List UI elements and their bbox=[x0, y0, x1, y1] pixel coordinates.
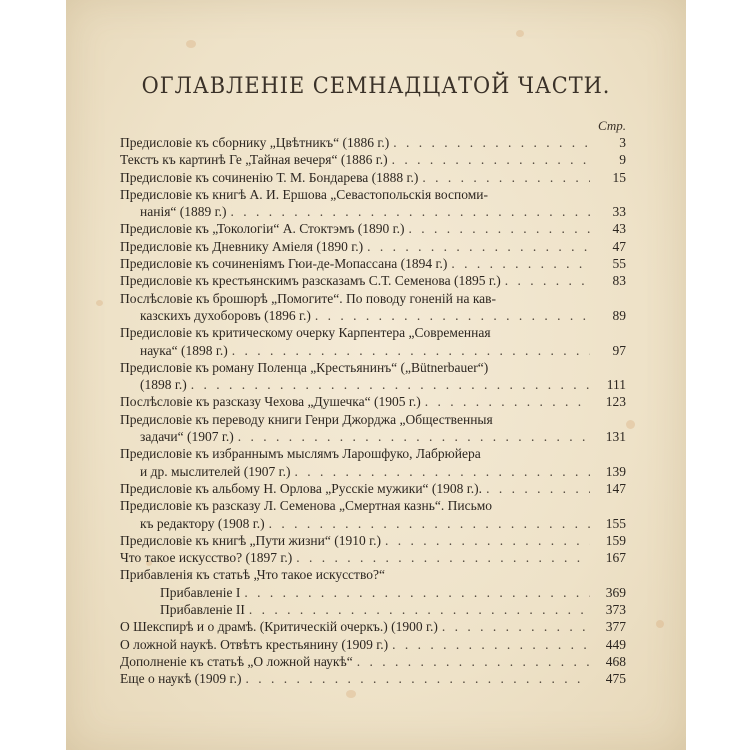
toc-entry-line bbox=[120, 307, 590, 324]
toc-entry-text: Текстъ къ картинѣ Ге „Тайная вечеря“ (1886 г.) bbox=[120, 152, 388, 168]
toc-entry-line bbox=[120, 238, 590, 255]
dot-leader bbox=[385, 532, 590, 549]
toc-entry-line bbox=[120, 255, 590, 272]
toc-page-number: 111 bbox=[606, 377, 626, 393]
toc-entry-text: нанія“ (1889 г.) bbox=[140, 204, 227, 220]
toc-entry-text: Прибавленіе II bbox=[160, 602, 245, 618]
toc-entry-text: и др. мыслителей (1907 г.) bbox=[140, 463, 291, 479]
toc-entry-text: Еще о наукѣ (1909 г.) bbox=[120, 671, 242, 687]
toc-entry bbox=[120, 566, 626, 583]
toc-entry-text: Предисловіе къ разсказу Л. Семенова „Смертная казнь“. Письмо bbox=[120, 498, 493, 514]
dot-leader bbox=[191, 376, 590, 393]
toc-page-number: 97 bbox=[612, 342, 626, 358]
dot-leader bbox=[296, 549, 590, 566]
toc-entry-text: О Шекспирѣ и о драмѣ. (Критическій очеркъ.) (1900 г.) bbox=[120, 619, 438, 635]
toc-page-number: 475 bbox=[605, 671, 626, 687]
toc-entry-line bbox=[120, 549, 590, 566]
toc-entry-text: О ложной наукѣ. Отвѣтъ крестьянину (1909 г.) bbox=[120, 636, 389, 652]
toc-entry-text: Предисловіе къ книгѣ „Пути жизни“ (1910 г.) bbox=[120, 532, 381, 548]
toc-entry-text: Предисловіе къ сочиненію Т. М. Бондарева (1888 г.) bbox=[120, 169, 419, 185]
toc-entry bbox=[120, 618, 626, 635]
toc-entry bbox=[120, 601, 626, 618]
dot-leader bbox=[486, 480, 590, 497]
toc-page-number: 449 bbox=[605, 636, 626, 652]
dot-leader bbox=[393, 134, 590, 151]
toc-entry-text: казскихъ духоборовъ (1896 г.) bbox=[140, 307, 311, 323]
toc-entry-line bbox=[120, 670, 590, 687]
dot-leader bbox=[315, 307, 590, 324]
toc-entry bbox=[120, 134, 626, 151]
toc-page-number: 167 bbox=[605, 550, 626, 566]
toc-entry bbox=[120, 653, 626, 670]
toc-entry bbox=[120, 324, 626, 359]
toc-entry bbox=[120, 255, 626, 272]
toc-page-number: 9 bbox=[619, 152, 626, 168]
book-page bbox=[66, 0, 686, 750]
dot-leader bbox=[425, 393, 590, 410]
toc-page-number: 159 bbox=[605, 532, 626, 548]
toc-entry-text: Предисловіе къ книгѣ А. И. Ершова „Севастопольскія воспоми- bbox=[120, 186, 488, 202]
toc-entry-line bbox=[120, 272, 590, 289]
toc-entry-text: Прибавленіе I bbox=[160, 584, 241, 600]
toc-page-number: 47 bbox=[612, 238, 626, 254]
toc-entry bbox=[120, 532, 626, 549]
toc-page-number: 89 bbox=[612, 307, 626, 323]
dot-leader bbox=[269, 515, 590, 532]
toc-entry-text: Предисловіе къ сочиненіямъ Гюи-де-Мопассана (1894 г.) bbox=[120, 256, 448, 272]
dot-leader bbox=[442, 618, 590, 635]
toc-entry-line bbox=[120, 393, 590, 410]
toc-entry bbox=[120, 359, 626, 394]
toc-entry-text: Предисловіе къ переводу книги Генри Джорджа „Общественныя bbox=[120, 411, 493, 427]
toc-entry-line bbox=[120, 376, 590, 393]
toc-entry-text: Предисловіе къ критическому очерку Карпентера „Современная bbox=[120, 325, 491, 341]
toc-entry-text: Предисловіе къ Дневнику Аміеля (1890 г.) bbox=[120, 238, 364, 254]
dot-leader bbox=[357, 653, 590, 670]
toc-entry-text: Послѣсловіе къ брошюрѣ „Помогите“. По поводу гоненій на кав- bbox=[120, 290, 497, 306]
toc-entry-line bbox=[120, 428, 590, 445]
dot-leader bbox=[232, 342, 590, 359]
toc-entry-line bbox=[120, 618, 590, 635]
toc-entry-line bbox=[120, 203, 590, 220]
toc-page-number: 373 bbox=[605, 602, 626, 618]
toc-page-number: 468 bbox=[605, 653, 626, 669]
toc-entry-line bbox=[120, 463, 590, 480]
toc-entry bbox=[120, 636, 626, 653]
toc-entry bbox=[120, 290, 626, 325]
toc-entry-line bbox=[120, 515, 590, 532]
toc-entry-line bbox=[120, 636, 590, 653]
table-of-contents bbox=[120, 134, 626, 688]
toc-entry bbox=[120, 151, 626, 168]
toc-entry-text: Предисловіе къ „Токологіи“ А. Стоктэмъ (1890 г.) bbox=[120, 221, 405, 237]
page-column-header: Стр. bbox=[598, 118, 626, 133]
toc-page-number: 131 bbox=[605, 429, 626, 445]
toc-entry-line bbox=[120, 342, 590, 359]
toc-entry bbox=[120, 238, 626, 255]
toc-page-number: 139 bbox=[605, 463, 626, 479]
toc-entry-text: задачи“ (1907 г.) bbox=[140, 429, 234, 445]
dot-leader bbox=[249, 601, 590, 618]
toc-entry-line bbox=[160, 601, 590, 618]
toc-entry-text: Прибавленія къ статьѣ „Что такое искусство?“ bbox=[120, 567, 385, 583]
toc-entry-text: Что такое искусство? (1897 г.) bbox=[120, 550, 293, 566]
toc-entry-text: Дополненіе къ статьѣ „О ложной наукѣ“ bbox=[120, 653, 353, 669]
toc-entry-text: Предисловіе къ альбому Н. Орлова „Русскіе мужики“ (1908 г.). bbox=[120, 480, 483, 496]
toc-page-number: 43 bbox=[612, 221, 626, 237]
toc-entry-line bbox=[120, 566, 590, 583]
toc-entry bbox=[120, 220, 626, 237]
dot-leader bbox=[451, 255, 590, 272]
toc-page-number: 369 bbox=[605, 584, 626, 600]
dot-leader bbox=[422, 169, 590, 186]
toc-page-number: 155 bbox=[605, 515, 626, 531]
page-title: ОГЛАВЛЕНІЕ СЕМНАДЦАТОЙ ЧАСТИ. bbox=[141, 74, 611, 99]
toc-entry bbox=[120, 670, 626, 687]
toc-page-number: 83 bbox=[612, 273, 626, 289]
toc-entry-text: (1898 г.) bbox=[140, 377, 187, 393]
toc-entry bbox=[120, 186, 626, 221]
toc-entry-text: Послѣсловіе къ разсказу Чехова „Душечка“ (1905 г.) bbox=[120, 394, 421, 410]
toc-entry-text: къ редактору (1908 г.) bbox=[140, 515, 265, 531]
toc-entry bbox=[120, 393, 626, 410]
toc-entry bbox=[120, 480, 626, 497]
toc-entry bbox=[120, 445, 626, 480]
toc-page-number: 55 bbox=[612, 256, 626, 272]
dot-leader bbox=[245, 670, 590, 687]
toc-entry-line bbox=[120, 653, 590, 670]
toc-entry-line bbox=[160, 584, 590, 601]
dot-leader bbox=[244, 584, 590, 601]
toc-entry bbox=[120, 272, 626, 289]
toc-entry-text: наука“ (1898 г.) bbox=[140, 342, 228, 358]
toc-entry-line bbox=[120, 220, 590, 237]
dot-leader bbox=[505, 272, 590, 289]
toc-entry-line bbox=[120, 532, 590, 549]
toc-entry-text: Предисловіе къ сборнику „Цвѣтникъ“ (1886 г.) bbox=[120, 135, 390, 150]
dot-leader bbox=[238, 428, 590, 445]
dot-leader bbox=[392, 636, 590, 653]
toc-page-number: 3 bbox=[619, 135, 626, 150]
toc-page-number: 377 bbox=[605, 619, 626, 635]
toc-entry-text: Предисловіе къ избраннымъ мыслямъ Ларошфуко, Лабрюйера bbox=[120, 446, 481, 462]
toc-entry-line bbox=[120, 134, 590, 151]
toc-entry bbox=[120, 497, 626, 532]
dot-leader bbox=[231, 203, 590, 220]
toc-entry-line bbox=[120, 169, 590, 186]
toc-page-number: 15 bbox=[612, 169, 626, 185]
dot-leader bbox=[392, 151, 590, 168]
dot-leader bbox=[295, 463, 590, 480]
toc-entry-text: Предисловіе къ роману Поленца „Крестьянинъ“ („Bütnerbauer“) bbox=[120, 359, 489, 375]
toc-page-number: 33 bbox=[612, 204, 626, 220]
toc-entry bbox=[120, 584, 626, 601]
toc-entry bbox=[120, 169, 626, 186]
dot-leader bbox=[408, 220, 590, 237]
toc-page-number: 147 bbox=[605, 480, 626, 496]
dot-leader bbox=[367, 238, 590, 255]
toc-entry bbox=[120, 549, 626, 566]
toc-entry bbox=[120, 411, 626, 446]
toc-entry-line bbox=[120, 480, 590, 497]
toc-page-number: 123 bbox=[605, 394, 626, 410]
toc-entry-text: Предисловіе къ крестьянскимъ разсказамъ С.Т. Семенова (1895 г.) bbox=[120, 273, 501, 289]
toc-entry-line bbox=[120, 151, 590, 168]
